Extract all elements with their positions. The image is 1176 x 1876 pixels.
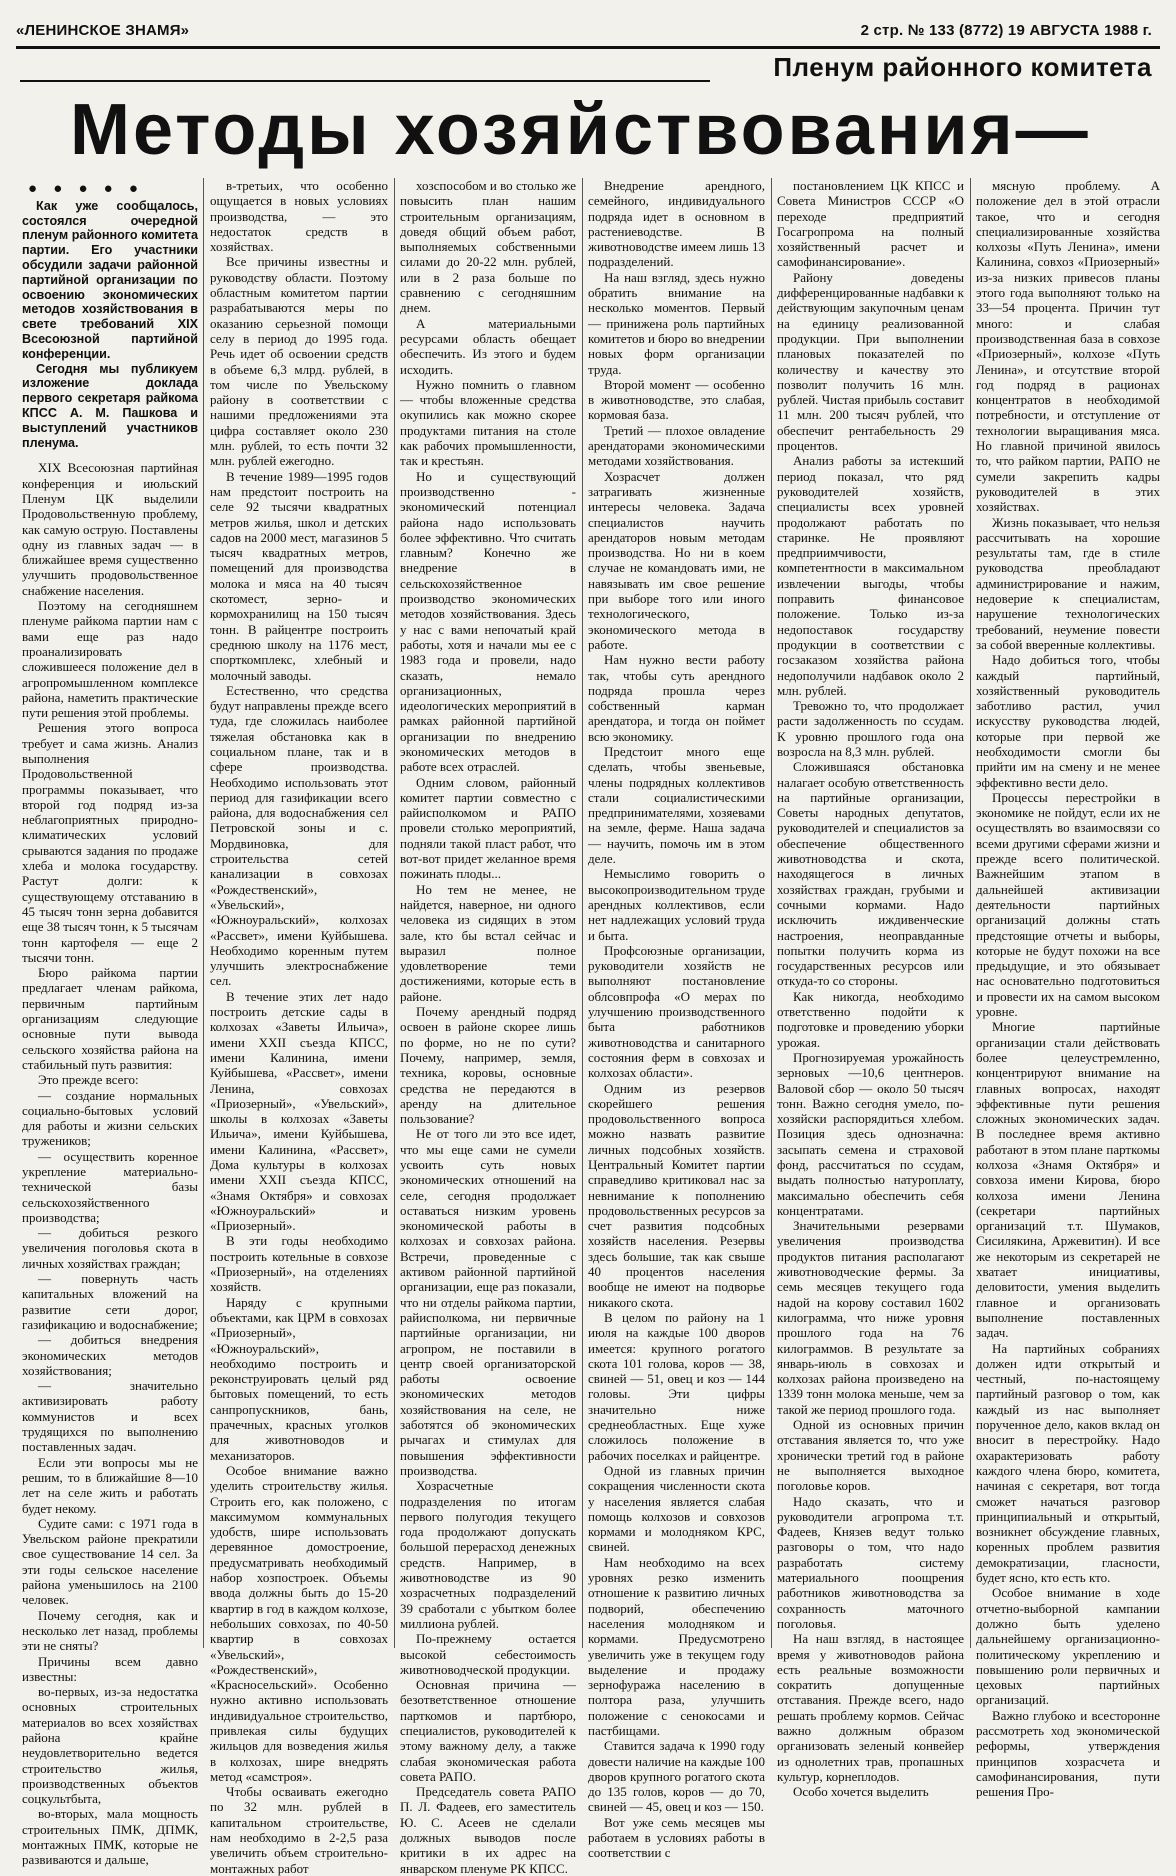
column-body <box>777 178 964 1799</box>
article-paragraph: Жизнь показывает, что нельзя рассчитывать на хорошие результаты там, где в стиле руководства преобладают администрирование и нажим, недоверие к специалистам, нарушение технологических требований, неумение повести за собой вверенные коллективы. <box>976 514 1160 652</box>
column-body <box>976 178 1160 1799</box>
article-paragraph: Одним из резервов скорейшего решения продовольственного вопроса можно назвать развитие личных подсобных хозяйств. Центральный Комитет партии справедливо критиковал нас за невнимание к пополнению продовольственных ресурсов за счет развития подсобных хозяйств населения. Резервы здесь большие, так как свыше 40 процентов населения вообще не имеют на подворье никакого скота. <box>588 1080 765 1310</box>
article-paragraph: Хозрасчетные подразделения по итогам первого полугодия текущего года продолжают допускать большой перерасход денежных средств. Например, в животноводстве из 90 хозрасчетных подразделений 39 сработали с убытком более миллиона рублей. <box>400 1478 576 1631</box>
article-paragraph: В эти годы необходимо построить котельные в совхозе «Приозерный», на отделениях хозяйств. <box>210 1233 388 1295</box>
article-paragraph: Как никогда, необходимо ответственно подойти к подготовке и проведению уборки урожая. <box>777 988 964 1050</box>
article-paragraph: В течение 1989—1995 годов нам предстоит построить на селе 92 тысячи квадратных метров жилья, школ и детских садов на 2000 мест, магазинов 5 тысяч квадратных метров, помещений для производства молока и мяса на 40 тысяч скотомест, зерно- и кормохранилищ на 150 тысяч тонн. В райцентре построить среднюю школу на 1176 мест, спорткомплекс, хлебный и молочный заводы. <box>210 468 388 683</box>
article-paragraph: Решения этого вопроса требует и сама жизнь. Анализ выполнения Продовольственной программы показывает, что второй год подряд из-за неблагоприятных природно-климатических условий срываются задания по продаже хлеба и молока государству. Растут долги: к существующему отставанию в 45 тысяч тонн зерна добавится еще 38 тысяч тонн, к 5 тысячам тонн картофеля — еще 2 тысячи тонн. <box>22 720 198 965</box>
article-paragraph: Но тем не менее, не найдется, наверное, ни одного человека из сидящих в этом зале, кто бы встал сейчас и выразил полное удовлетворение теми достижениями, которые есть в районе. <box>400 881 576 1004</box>
article-paragraph: Особо хочется выделить <box>793 1784 929 1800</box>
article-paragraph: Району доведены дифференцированные надбавки к действующим закупочным ценам на единицу реализованной продукции. При выполнении плановых показателей по количеству и качеству это позволит получить 16 млн. рублей. Чистая прибыль составит 11 млн. 200 тысяч рублей, что обеспечит рентабельность 29 процентов. <box>777 269 964 454</box>
article-column-4 <box>588 178 765 1861</box>
column-body <box>588 178 765 1861</box>
article-column-5 <box>777 178 964 1800</box>
column-divider <box>771 178 772 1648</box>
article-paragraph: Процессы перестройки в экономике не пойдут, если их не осуществлять во взаимосвязи со всеми другими сферами жизни и прежде всего политической. Важнейшим этапом в дальнейшей активизации деятельности партийных организаций должны стать предстоящие отчеты и выборы, которые не будут похожи на все предыдущие, и это обязывает нас основательно подготовиться и провести их на самом высоком уровне. <box>976 789 1160 1020</box>
top-rule <box>16 46 1160 49</box>
article-paragraph: Одним словом, районный комитет партии совместно с райисполкомом и РАПО провели столько мероприятий, подняли такой пласт работ, что вот-вот придет желанное время пожинать плоды... <box>400 774 576 882</box>
article-paragraph: постановлением ЦК КПСС и Совета Министров СССР «О переходе предприятий Госагропрома на полный хозяйственный расчет и самофинансирование». <box>777 178 964 270</box>
article-paragraph: Почему сегодня, как и несколько лет назад, проблемы эти не сняты? <box>22 1607 198 1654</box>
article-paragraph: — добиться внедрения экономических методов хозяйствования; <box>22 1332 198 1378</box>
article-column-2 <box>210 178 388 1876</box>
issue-info: 2 стр. № 133 (8772) 19 АВГУСТА 1988 г. <box>860 22 1152 39</box>
article-paragraph: В целом по району на 1 июля на каждые 100 дворов имеется: крупного рогатого скота 101 голова, коров — 38, свиней — 51, овец и коз — 144 головы. Эти цифры значительно ниже среднеобластных. Еще хуже сложилось положение в рабочих поселках и райцентре. <box>588 1309 765 1463</box>
article-paragraph: Третий — плохое овладение арендаторами экономическими методами хозяйствования. <box>588 422 765 469</box>
lead-paragraph: Как уже сообщалось, состоялся очередной пленум районного комитета партии. Его участники обсудили задачи районной партийной организации по освоению экономических методов хозяйствования в свете требований XIX Всесоюзной партийной конференции. <box>22 198 198 361</box>
article-paragraph: Немыслимо говорить о высокопроизводительном труде арендных коллективов, если нет надлежащих условий труда и быта. <box>588 866 765 943</box>
kicker-rule <box>20 80 710 82</box>
lead-block <box>22 182 198 450</box>
article-paragraph: Но и существующий производственно - экономический потенциал района надо использовать более эффективно. Что считать главным? Конечно же внедрение в сельскохозяйственное производство экономических методов хозяйствования. Здесь у нас с вами непочатый край работы, хотя и начали мы ее с 1983 года и провели, надо сказать, немало организационных, идеологических мероприятий в рамках районной партийной организации по внедрению экономических методов в работе всех отраслей. <box>400 468 576 775</box>
article-paragraph: Тревожно то, что продолжает расти задолженность по ссудам. К уровню прошлого года она возросла на 8,3 млн. рублей. <box>777 698 964 759</box>
article-paragraph: На наш взгляд, здесь нужно обратить внимание на несколько моментов. Первый — принижена роль партийных комитетов и бюро во внедрении новых форм организации труда. <box>588 269 765 377</box>
article-paragraph: Это прежде всего: <box>38 1072 139 1088</box>
article-paragraph: Причины всем давно известны: <box>22 1653 198 1684</box>
article-column-6 <box>976 178 1160 1800</box>
article-paragraph: Одной из основных причин отставания является то, что уже хронически третий год в районе не выполняется выходное поголовье коров. <box>777 1417 964 1494</box>
article-column-1 <box>22 178 198 1868</box>
article-paragraph: Судите сами: с 1971 года в Увельском районе прекратили свое существование 14 сел. За эти годы сельское население района уменьшилось на 2100 человек. <box>22 1515 198 1608</box>
article-paragraph: Особое внимание в ходе отчетно-выборной кампании должно быть уделено дальнейшему организационно-политическому укреплению и повышению роли первичных и цеховых партийных организаций. <box>976 1585 1160 1708</box>
article-paragraph: Анализ работы за истекший период показал, что ряд руководителей хозяйств, специалисты всех уровней продолжают работать по старинке. Не проявляют предприимчивости, компетентности в максимальном извлечении выгоды, чтобы поправить финансовое положение. Только из-за недопоставок государству продукции в соответствии с госзаказом хозяйства района недополучили надбавок около 2 млн. рублей. <box>777 453 964 698</box>
article-paragraph: Хозрасчет должен затрагивать жизненные интересы человека. Задача специалистов научить арендаторов новым методам производства. Но ни в коем случае не командовать ими, не навязывать им свое решение при выборе того или иного технологического, экономического метода в работе. <box>588 468 765 652</box>
article-paragraph: — значительно активизировать работу коммунистов и всех трудящихся по выполнению поставленных задач. <box>22 1378 198 1455</box>
article-paragraph: Нам необходимо на всех уровнях резко изменить отношение к развитию личных подворий, обеспечению населения молодняком и кормами. Предусмотрено увеличить уже в текущем году выделение и продажу зернофуража населению в полтора раза, улучшить положение с сенокосами и пастбищами. <box>588 1554 765 1738</box>
article-paragraph: Надо добиться того, чтобы каждый партийный, хозяйственный руководитель заботливо растил, учил искусству руководства людей, которые при первой же необходимости смогли бы прийти им на смену и не менее эффективно вести дело. <box>976 652 1160 790</box>
article-paragraph: Чтобы осваивать ежегодно по 32 млн. рублей в капитальном строительстве, нам необходимо в 2-2,5 раза увеличить объем строительно-монтажных работ <box>210 1784 388 1876</box>
article-paragraph: Все причины известны и руководству области. Поэтому областным комитетом партии разрабатываются меры по оказанию серьезной помощи селу в период до 1995 года. Речь идет об освоении средств в объеме 6,3 млрд. рублей, в том числе по Увельскому району в соответствии с нашими предложениями эта цифра составляет около 230 млн. рублей, то есть почти 32 млн. рублей ежегодно. <box>210 254 388 469</box>
lead-paragraph: Сегодня мы публикуем изложение доклада первого секретаря райкома КПСС А. М. Пашкова и выступлений участников пленума. <box>22 361 198 450</box>
masthead <box>16 22 1152 44</box>
article-paragraph: Председатель совета РАПО П. Л. Фадеев, его заместитель Ю. С. Асеев не сделали должных выводов после критики в их адрес на январском пленуме РК КПСС. <box>400 1784 576 1876</box>
article-paragraph: Важно глубоко и всесторонне рассмотреть ход экономической реформы, утверждения принципов хозрасчета и самофинансирования, пути решения Про- <box>976 1707 1160 1800</box>
article-paragraph: Естественно, что средства будут направлены прежде всего туда, где сложилась наиболее тяжелая обстановка как в социальном плане, так и в сфере производства. Необходимо использовать этот период для газификации всего района, для водоснабжения сел Петровской зоны и с. Мордвиновка, для строительства сетей канализации в совхозах «Рождественский», «Увельский», «Южноуральский», колхозах «Рассвет», имени Куйбышева. Необходимо коренным путем улучшить электроснабжение сел. <box>210 682 388 989</box>
article-paragraph: Надо сказать, что и руководители агропрома т.т. Фадеев, Князев ведут только разговоры о том, что надо разработать систему материального поощрения работников животноводства за сохранность маточного поголовья. <box>777 1493 964 1631</box>
article-paragraph: Предстоит много еще сделать, чтобы звеньевые, члены подрядных коллективов стали социалистическими предпринимателями, хозяевами на земле, ферме. Наша задача — научить, помочь им в этом деле. <box>588 743 765 867</box>
article-paragraph: в-третьих, что особенно ощущается в новых условиях производства, — это недостаток средств в хозяйствах. <box>210 178 388 255</box>
article-paragraph: Не от того ли это все идет, что мы еще сами не сумели усвоить суть новых экономических отношений на селе, сегодня продолжает оставаться низким уровень экономической работы в колхозах и совхозах района. Встречи, проведенные с активом районной партийной организации, еще раз показали, что ни отделы райкома партии, райисполкома, ни первичные партийные организации, ни агропром, не поставили в центр своей организаторской работы освоение экономических методов хозяйствования на селе, не заботятся об экономических рычагах и стимулах для повышения эффективности производства. <box>400 1126 576 1478</box>
article-paragraph: В течение этих лет надо построить детские сады в колхозах «Заветы Ильича», имени XXII съезда КПСС, имени Калинина, имени Куйбышева, «Рассвет», имени Ленина, совхозах «Приозерный», «Увельский», школы в колхозах «Заветы Ильича», имени Куйбышева, имени Калинина, «Рассвет», Дома культуры в колхозах имени XXII съезда КПСС, «Знамя Октября» и совхозах «Южноуральский» и «Приозерный». <box>210 988 388 1234</box>
column-divider <box>203 178 204 1648</box>
article-column-3 <box>400 178 576 1876</box>
section-kicker: Пленум районного комитета <box>773 52 1152 82</box>
article-paragraph: XIX Всесоюзная партийная конференция и июльский Пленум ЦК выделили Продовольственную проблему, как самую острую. Поставлены одну из главных задач — в ближайшее время существенно улучшить продовольственное снабжение населения. <box>22 460 198 598</box>
article-paragraph: Вот уже семь месяцев мы работаем в условиях работы в соответствии с <box>588 1814 765 1861</box>
lead-body <box>22 199 198 451</box>
article-paragraph: Ставится задача к 1990 году довести наличие на каждые 100 дворов крупного рогатого скота до 135 голов, коров — до 70, свиней — 45, овец и коз — 150. <box>588 1738 765 1815</box>
column-divider <box>582 178 583 1648</box>
article-paragraph: Почему арендный подряд освоен в районе скорее лишь по форме, но не по сути? Почему, например, земля, техника, коровы, основные средства не передаются в аренду на длительное пользование? <box>400 1004 576 1127</box>
article-paragraph: — создание нормальных социально-бытовых условий для работы и жизни сельских тружеников; <box>22 1087 198 1149</box>
column-body <box>210 178 388 1876</box>
article-paragraph: во-первых, из-за недостатка основных строительных материалов во всех хозяйствах района крайне неудовлетворительно ведется строительство жилья, производственных объектов соцкультбыта, <box>22 1684 198 1807</box>
article-paragraph: Профсоюзные организации, руководители хозяйств не выполняют постановление облсовпрофа «О мерах по улучшению производственного быта работников животноводства и санитарного состояния ферм в совхозах и колхозах области». <box>588 942 765 1081</box>
article-paragraph: Второй момент — особенно в животноводстве, это слабая, кормовая база. <box>588 376 765 423</box>
article-paragraph: мясную проблему. А положение дел в этой отрасли такое, что и сегодня специализированные хозяйства колхозы «Путь Ленина», имени Калинина, совхоз «Приозерный» из-за низких привесов планы этого года выполняют только на 33—54 процента. Причин тут много: и слабая производственная база в совхозе «Приозерный», колхозе «Путь Ленина», и отсутствие второй год подряд в рационах концентратов в необходимой потребности, и отступление от технологии выращивания мяса. Но главной причиной явилось то, что райком партии, РАПО не сумели закрепить кадры руководителей в этих хозяйствах. <box>976 178 1160 515</box>
article-paragraph: Внедрение арендного, семейного, индивидуального подряда идет в основном в растениеводстве. В животноводстве имеем лишь 13 подразделений. <box>588 178 765 270</box>
article-paragraph: Одной из главных причин сокращения численности скота у населения является слабая помощь колхозов и совхозов кормами и молодняком КРС, свиней. <box>588 1462 765 1555</box>
article-paragraph: По-прежнему остается высокой себестоимость животноводческой продукции. <box>400 1631 576 1677</box>
article-paragraph: Сложившаяся обстановка налагает особую ответственность на партийные организации, Советы народных депутатов, руководителей и специалистов за обеспечение общественного животноводства и скота, находящегося в личных хозяйствах граждан, грубыми и сочными кормами. Надо исключить иждивенческие настроения, неоправданные попытки получить корма из государственных ресурсов или откуда-то со стороны. <box>777 759 964 989</box>
headline: Методы хозяйствования— <box>70 90 1091 170</box>
article-paragraph: Прогнозируемая урожайность зерновых —10,6 центнеров. Валовой сбор — около 50 тысяч тонн. Важно сегодня умело, по-хозяйски распорядиться хлебом. Позиция здесь однозначна: засыпать семена и страховой фонд, рассчитаться по ссудам, выдать полностью натуроплату, максимально обеспечить себя концентратами. <box>777 1049 964 1218</box>
article-paragraph: во-вторых, мала мощность строительных ПМК, ДПМК, монтажных ПМК, которые не развиваются и дальше, <box>22 1806 198 1868</box>
column-divider <box>394 178 395 1648</box>
article-paragraph: Нужно помнить о главном — чтобы вложенные средства окупились как можно скорее продуктами питания на столе как рабочих промышленности, так и крестьян. <box>400 376 576 469</box>
lead-dots: ● ● ● ● ● <box>28 180 144 197</box>
article-paragraph: Если эти вопросы мы не решим, то в ближайшие 8—10 лет на селе жить и работать будет некому. <box>22 1454 198 1516</box>
article-paragraph: — повернуть часть капитальных вложений на развитие сети дорог, газификацию и водоснабжение; <box>22 1271 198 1332</box>
column-divider <box>970 178 971 1648</box>
article-paragraph: На партийных собраниях должен идти открытый и честный, по-настоящему партийный разговор о том, как каждый из нас выполняет порученное дело, каков вклад он вносит в перестройку. Надо охарактеризовать работу каждого члена бюро, комитета, начиная с секретаря, вот тогда сможет начаться разговор принципиальный и открытый, возникнет обсуждение главных, коренных проблем развития демократизации, гласности, будет ясно, кто есть кто. <box>976 1340 1160 1586</box>
article-paragraph: Бюро райкома партии предлагает членам райкома, первичным партийным организациям следующие основные пути вывода сельского хозяйства района на стабильный путь развития: <box>22 965 198 1072</box>
column-body <box>400 178 576 1876</box>
column-body <box>22 460 198 1867</box>
article-paragraph: хозспособом и во столько же повысить план нашим строительным организациям, доведя общий объем работ, выполняемых собственными силами до 20-22 млн. рублей, или в 2 раза больше по сравнению с сегодняшним днем. <box>400 178 576 316</box>
article-paragraph: Основная причина — безответственное отношение парткомов и партбюро, специалистов, руководителей к этому важному делу, а также слабая экономическая работа совета РАПО. <box>400 1677 576 1784</box>
newspaper-title: «ЛЕНИНСКОЕ ЗНАМЯ» <box>16 22 190 39</box>
article-paragraph: А материальными ресурсами область обещает обеспечить. Из этого и будем исходить. <box>400 315 576 377</box>
article-paragraph: Нам нужно вести работу так, чтобы суть арендного подряда прошла через собственный карман арендатора, и тогда он поймет всю экономику. <box>588 652 765 744</box>
article-paragraph: — осуществить коренное укрепление материально-технической базы сельскохозяйственного производства; <box>22 1148 198 1225</box>
article-paragraph: Значительными резервами увеличения производства продуктов питания располагают животноводческие фермы. За семь месяцев текущего года надой на корову составил 1602 килограмма, что ниже уровня прошлого года на 76 килограммов. В результате за январь-июль в совхозах и колхозах района произведено на 1339 тонн молока меньше, чем за такой же период прошлого года. <box>777 1218 964 1417</box>
article-paragraph: Поэтому на сегодняшнем пленуме райкома партии нам с вами еще раз надо проанализировать сложившееся положение дел в агропромышленном комплексе района, наметить практические пути решения этой проблемы. <box>22 598 198 721</box>
article-paragraph: На наш взгляд, в настоящее время у животноводов района есть реальные возможности сократить допущенные отставания. Прежде всего, надо решать проблему кормов. Сейчас важно должным образом организовать зеленый конвейер из однолетних трав, пропашных культур, корнеплодов. <box>777 1631 964 1784</box>
article-paragraph: Многие партийные организации стали действовать более целеустремленно, концентрируют внимание на главных вопросах, находят эффективные пути решения сложных экономических задач. В последнее время активно работают в этом плане парткомы колхоза «Знамя Октября» и совхоза имени Кирова, бюро колхоза имени Ленина (секретари партийных организаций т.т. Шумаков, Сисилякина, Аржевитин). И все же некоторым из секретарей не хватает инициативы, деловитости, умения выделить главное и организовать выполнение поставленных задач. <box>976 1019 1160 1341</box>
article-paragraph: — добиться резкого увеличения поголовья скота в личных хозяйствах граждан; <box>22 1225 198 1271</box>
article-paragraph: Наряду с крупными объектами, как ЦРМ в совхозах «Приозерный», «Южноуральский», необходимо построить и реконструировать целый ряд бытовых помещений, то есть санпропускников, бань, прачечных, красных уголков для животноводов и механизаторов. <box>210 1294 388 1463</box>
article-paragraph: Особое внимание важно уделить строительству жилья. Строить его, как положено, с максимумом коммунальных удобств, шире использовать деревянное домостроение, предусматривать необходимый набор хозпостроек. Объемы ввода должны быть до 15-20 квартир в год в каждом колхозе, небольших совхозах, по 40-50 квартир в совхозах «Увельский», «Рождественский», «Красносельский». Особенно нужно активно использовать индивидуальное строительство, привлекая силы будущих жильцов для возведения жилья в колхозах, шире внедрять метод «самстроя». <box>210 1462 388 1784</box>
